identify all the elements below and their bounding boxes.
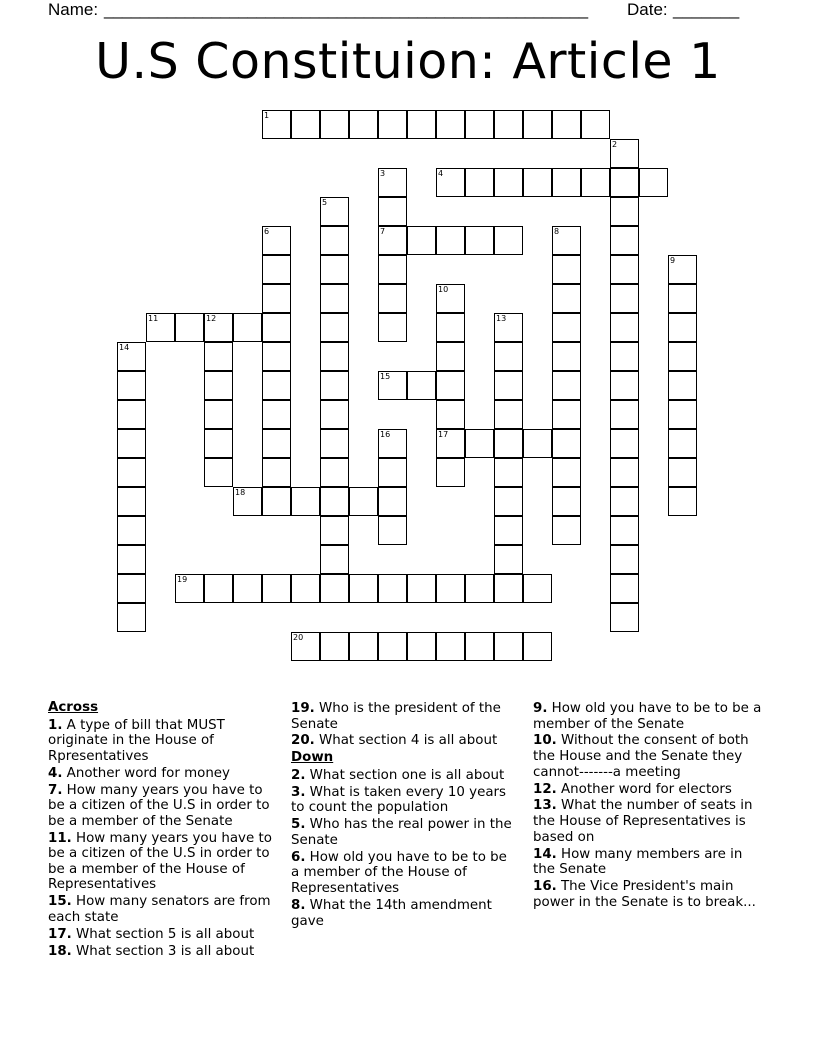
crossword-cell[interactable] [262,400,291,429]
clue-text: What the 14th amendment gave [291,897,492,929]
crossword-cell[interactable] [204,458,233,487]
clue-item [48,766,278,782]
crossword-cell[interactable] [320,197,349,226]
crossword-cell[interactable] [436,168,465,197]
clue-item [291,898,516,929]
clue-number-label: 18 [235,488,246,497]
clue-text: Without the consent of both the House and the Senate they cannot-------a meeting [533,733,749,780]
clue-item [48,718,278,765]
clue-number: 1. [48,717,63,733]
crossword-cell[interactable] [320,342,349,371]
crossword-cell[interactable] [407,371,436,400]
clue-text: Another word for money [66,765,230,781]
clue-number-label: 17 [438,430,449,439]
crossword-cell[interactable] [204,371,233,400]
clue-text: How old you have to be to be a member of the Senate [533,701,762,732]
crossword-cell[interactable] [494,226,523,255]
clue-number-label: 12 [206,314,217,323]
clue-text: What section 5 is all about [76,926,255,942]
crossword-cell[interactable] [378,574,407,603]
clue-item [48,927,278,943]
clue-number: 10. [533,733,557,749]
across-heading: Across [48,700,99,715]
clue-item [291,768,516,784]
crossword-cell[interactable] [436,632,465,661]
crossword-cell[interactable] [610,313,639,342]
clue-number: 11. [48,830,72,846]
crossword-cell[interactable] [349,487,378,516]
clue-text: Who is the president of the Senate [291,701,501,732]
crossword-cell[interactable] [175,574,204,603]
crossword-cell[interactable] [436,429,465,458]
clue-item [533,798,765,845]
clue-number: 16. [533,879,557,895]
crossword-cell[interactable] [668,342,697,371]
crossword-cell[interactable] [262,255,291,284]
crossword-cell[interactable] [494,458,523,487]
crossword-cell[interactable] [494,342,523,371]
crossword-cell[interactable] [668,458,697,487]
crossword-cell[interactable] [552,458,581,487]
clue-text: What section 3 is all about [76,943,255,959]
crossword-cell[interactable] [378,284,407,313]
date-field-line[interactable]: _______ [673,0,740,19]
clue-number-label: 19 [177,575,188,584]
clue-number-label: 8 [554,227,560,236]
clue-number: 19. [291,701,315,716]
crossword-cell[interactable] [378,313,407,342]
clue-number-label: 7 [380,227,386,236]
clue-number-label: 10 [438,285,449,294]
crossword-cell[interactable] [291,110,320,139]
clue-item [291,850,516,897]
crossword-cell[interactable] [117,429,146,458]
crossword-cell[interactable] [146,313,175,342]
crossword-cell[interactable] [552,168,581,197]
crossword-cell[interactable] [552,516,581,545]
crossword-cell[interactable] [320,632,349,661]
clue-number: 17. [48,926,72,942]
crossword-cell[interactable] [117,487,146,516]
page-title: U.S Constituion: Article 1 [95,33,721,90]
name-label: Name: [48,0,99,19]
clue-number: 5. [291,817,306,833]
crossword-cell[interactable] [610,603,639,632]
crossword-cell[interactable] [465,429,494,458]
clue-item [533,847,765,878]
crossword-cell[interactable] [175,313,204,342]
clue-item [533,733,765,780]
crossword-cell[interactable] [610,284,639,313]
crossword-cell[interactable] [320,574,349,603]
clue-number: 14. [533,846,557,862]
crossword-cell[interactable] [117,400,146,429]
crossword-cell[interactable] [465,110,494,139]
clue-text: What section 4 is all about [319,733,498,749]
crossword-cell[interactable] [436,342,465,371]
crossword-cell[interactable] [320,284,349,313]
crossword-cell[interactable] [262,110,291,139]
clue-item [48,944,278,960]
clue-number-label: 5 [322,198,328,207]
down-heading: Down [291,750,334,766]
crossword-cell[interactable] [610,545,639,574]
crossword-cell[interactable] [378,255,407,284]
crossword-cell[interactable] [523,168,552,197]
crossword-cell[interactable] [523,429,552,458]
crossword-cell[interactable] [494,371,523,400]
clue-number: 15. [48,894,72,910]
crossword-cell[interactable] [262,284,291,313]
clue-item [533,879,765,910]
clue-number-label: 1 [264,111,270,120]
clue-number-label: 9 [670,256,676,265]
clue-item [48,831,278,893]
clue-text: Who has the real power in the Senate [291,817,512,848]
clue-number: 8. [291,897,306,913]
down-clue-list-continued [533,701,765,910]
crossword-cell[interactable] [349,574,378,603]
crossword-cell[interactable] [668,371,697,400]
clue-item [291,701,516,732]
crossword-cell[interactable] [378,197,407,226]
crossword-cell[interactable] [320,371,349,400]
crossword-cell[interactable] [552,487,581,516]
crossword-cell[interactable] [610,255,639,284]
clue-number-label: 6 [264,227,270,236]
clue-text: A type of bill that MUST originate in the House of Rpresentatives [48,717,225,764]
clue-number: 7. [48,782,63,798]
crossword-cell[interactable] [407,574,436,603]
crossword-cell[interactable] [204,400,233,429]
crossword-cell[interactable] [552,429,581,458]
crossword-cell[interactable] [610,197,639,226]
crossword-cell[interactable] [320,458,349,487]
crossword-cell[interactable] [262,313,291,342]
crossword-cell[interactable] [494,429,523,458]
clues-column-2 [291,701,516,930]
clue-number-label: 3 [380,169,386,178]
crossword-cell[interactable] [610,371,639,400]
crossword-cell[interactable] [610,574,639,603]
crossword-cell[interactable] [117,516,146,545]
clue-item [48,783,278,830]
clue-number-label: 13 [496,314,507,323]
date-label: Date: [627,0,668,19]
crossword-cell[interactable] [233,574,262,603]
crossword-cell[interactable] [407,632,436,661]
crossword-cell[interactable] [262,226,291,255]
crossword-cell[interactable] [407,226,436,255]
crossword-cell[interactable] [262,371,291,400]
clue-number: 6. [291,849,306,865]
crossword-cell[interactable] [523,574,552,603]
crossword-cell[interactable] [552,284,581,313]
clue-number: 12. [533,781,557,797]
crossword-cell[interactable] [610,487,639,516]
clue-item [291,733,516,749]
crossword-cell[interactable] [639,168,668,197]
clue-text: What section one is all about [309,767,505,783]
clue-text: What is taken every 10 years to count the population [291,784,507,816]
crossword-cell[interactable] [378,371,407,400]
crossword-cell[interactable] [436,400,465,429]
crossword-cell[interactable] [436,284,465,313]
clue-text: How many years you have to be a citizen of the U.S in order to be a member of the House of Representatives [48,830,272,893]
clue-number: 3. [291,784,306,800]
crossword-cell[interactable] [610,226,639,255]
crossword-cell[interactable] [552,255,581,284]
crossword-cell[interactable] [117,574,146,603]
crossword-cell[interactable] [204,313,233,342]
crossword-cell[interactable] [494,574,523,603]
crossword-cell[interactable] [552,313,581,342]
crossword-cell[interactable] [668,255,697,284]
clue-text: How old you have to be to be a member of the House of Representatives [291,849,507,897]
crossword-cell[interactable] [233,487,262,516]
clue-item [48,894,278,925]
crossword-cell[interactable] [262,342,291,371]
crossword-cell[interactable] [117,342,146,371]
crossword-cell[interactable] [610,342,639,371]
clue-number-label: 11 [148,314,159,323]
name-field-line[interactable]: ______________________________________________________ [104,0,588,19]
crossword-cell[interactable] [610,168,639,197]
crossword-cell[interactable] [320,487,349,516]
crossword-cell[interactable] [262,458,291,487]
crossword-cell[interactable] [320,400,349,429]
crossword-cell[interactable] [378,168,407,197]
crossword-cell[interactable] [349,110,378,139]
crossword-cell[interactable] [436,458,465,487]
crossword-cell[interactable] [494,545,523,574]
crossword-cell[interactable] [552,226,581,255]
clue-text: How many years you have to be a citizen of the U.S in order to be a member of the Senate [48,782,270,829]
crossword-cell[interactable] [436,574,465,603]
crossword-cell[interactable] [552,371,581,400]
crossword-cell[interactable] [117,458,146,487]
clue-item [291,817,516,848]
clue-item [291,785,516,816]
clue-text: The Vice President's main power in the Senate is to break... [533,879,756,910]
crossword-cell[interactable] [291,632,320,661]
crossword-cell[interactable] [494,110,523,139]
crossword-cell[interactable] [378,487,407,516]
clue-number: 2. [291,767,306,783]
crossword-cell[interactable] [552,342,581,371]
crossword-cell[interactable] [436,313,465,342]
crossword-cell[interactable] [465,168,494,197]
crossword-cell[interactable] [494,313,523,342]
crossword-cell[interactable] [668,284,697,313]
crossword-cell[interactable] [610,139,639,168]
crossword-cell[interactable] [204,429,233,458]
clue-text: How many members are in the Senate [533,846,743,878]
crossword-cell[interactable] [262,429,291,458]
crossword-cell[interactable] [349,632,378,661]
crossword-cell[interactable] [465,632,494,661]
crossword-cell[interactable] [204,342,233,371]
crossword-cell[interactable] [494,487,523,516]
crossword-cell[interactable] [320,110,349,139]
crossword-cell[interactable] [581,110,610,139]
crossword-cell[interactable] [262,574,291,603]
crossword-cell[interactable] [117,603,146,632]
crossword-cell[interactable] [436,371,465,400]
crossword-cell[interactable] [436,110,465,139]
crossword-cell[interactable] [378,110,407,139]
crossword-cell[interactable] [494,632,523,661]
crossword-cell[interactable] [320,226,349,255]
crossword-cell[interactable] [378,429,407,458]
clue-item [533,782,765,798]
crossword-cell[interactable] [610,429,639,458]
crossword-cell[interactable] [494,516,523,545]
crossword-cell[interactable] [320,429,349,458]
clue-number-label: 14 [119,343,130,352]
crossword-cell[interactable] [291,574,320,603]
crossword-cell[interactable] [262,487,291,516]
crossword-cell[interactable] [668,487,697,516]
crossword-cell[interactable] [610,516,639,545]
crossword-cell[interactable] [320,255,349,284]
crossword-cell[interactable] [117,371,146,400]
clue-text: How many senators are from each state [48,894,271,925]
crossword-cell[interactable] [610,400,639,429]
crossword-cell[interactable] [668,400,697,429]
clue-item [533,701,765,732]
crossword-cell[interactable] [668,429,697,458]
crossword-cell[interactable] [320,516,349,545]
crossword-cell[interactable] [378,226,407,255]
crossword-cell[interactable] [494,168,523,197]
clue-number: 4. [48,765,63,781]
clue-number-label: 16 [380,430,391,439]
clues-column-1 [48,700,278,961]
crossword-cell[interactable] [378,516,407,545]
clue-number-label: 20 [293,633,304,642]
crossword-cell[interactable] [610,458,639,487]
down-clue-list [291,768,516,929]
across-clue-list-continued [291,701,516,749]
crossword-cell[interactable] [320,545,349,574]
clue-text: What the number of seats in the House of Representatives is based on [533,798,753,845]
crossword-cell[interactable] [465,574,494,603]
clue-number: 13. [533,798,557,814]
crossword-cell[interactable] [320,313,349,342]
clue-number: 18. [48,943,72,959]
crossword-cell[interactable] [523,110,552,139]
clues-column-3 [533,701,765,912]
crossword-cell[interactable] [291,487,320,516]
crossword-cell[interactable] [204,574,233,603]
across-clue-list [48,718,278,960]
clue-number: 20. [291,733,315,749]
crossword-cell[interactable] [233,313,262,342]
clue-number: 9. [533,701,548,716]
crossword-cell[interactable] [581,168,610,197]
crossword-cell[interactable] [552,110,581,139]
crossword-cell[interactable] [378,458,407,487]
clue-number-label: 2 [612,140,618,149]
crossword-cell[interactable] [465,226,494,255]
crossword-cell[interactable] [494,400,523,429]
clue-number-label: 4 [438,169,444,178]
crossword-cell[interactable] [523,632,552,661]
clue-number-label: 15 [380,372,391,381]
crossword-cell[interactable] [436,226,465,255]
crossword-cell[interactable] [378,632,407,661]
clue-text: Another word for electors [561,781,732,797]
crossword-cell[interactable] [117,545,146,574]
crossword-cell[interactable] [668,313,697,342]
crossword-cell[interactable] [552,400,581,429]
crossword-cell[interactable] [407,110,436,139]
